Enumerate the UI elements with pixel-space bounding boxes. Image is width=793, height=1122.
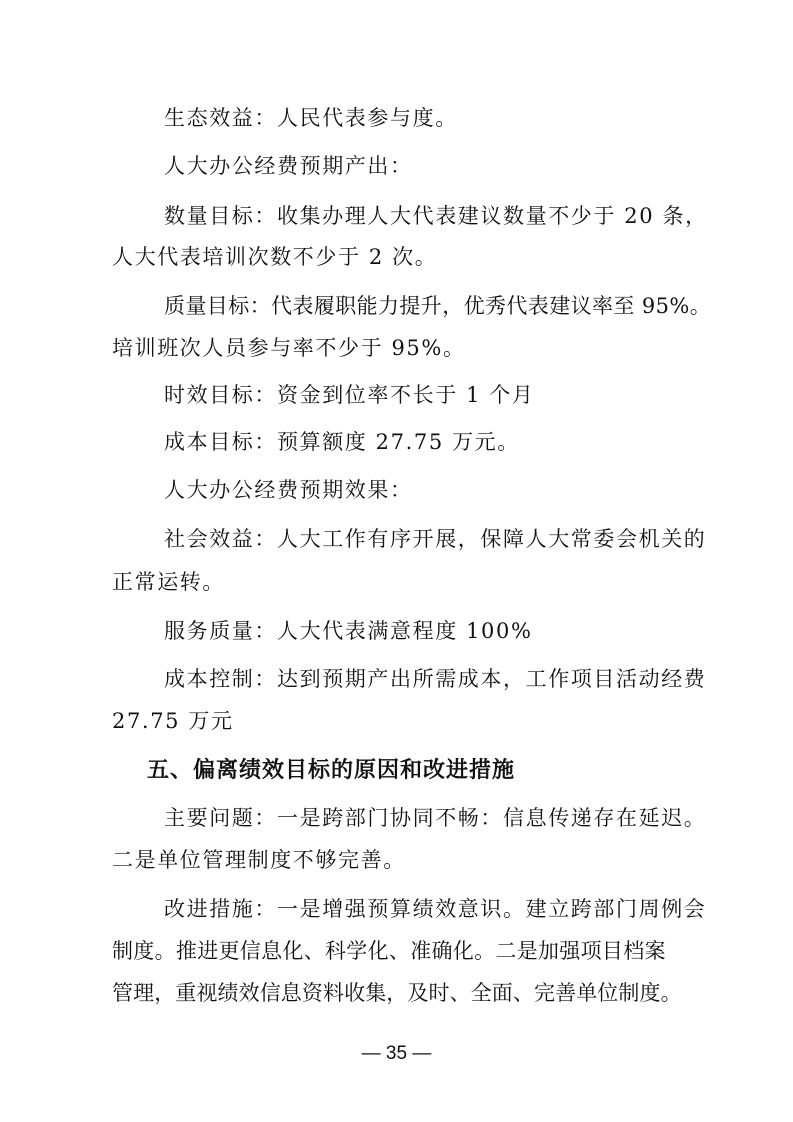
section-heading: 五、偏离绩效目标的原因和改进措施 xyxy=(147,758,516,783)
body-paragraph-line: 27.75 万元 xyxy=(112,709,234,733)
body-paragraph-line: 人大代表培训次数不少于 2 次。 xyxy=(112,245,438,269)
body-paragraph-line: 时效目标：资金到位率不长于 1 个月 xyxy=(164,383,535,407)
body-paragraph-line: 服务质量：人大代表满意程度 100% xyxy=(164,619,533,643)
body-paragraph-line: 成本目标：预算额度 27.75 万元。 xyxy=(164,430,520,454)
body-paragraph-line: 改进措施：一是增强预算绩效意识。建立跨部门周例会 xyxy=(164,897,707,921)
body-paragraph-line: 成本控制：达到预期产出所需成本，工作项目活动经费 xyxy=(164,667,707,691)
body-paragraph-line: 管理，重视绩效信息资料收集，及时、全面、完善单位制度。 xyxy=(112,981,682,1005)
body-paragraph-line: 二是单位管理制度不够完善。 xyxy=(112,848,406,872)
body-paragraph-line: 主要问题：一是跨部门协同不畅：信息传递存在延迟。 xyxy=(164,806,707,830)
body-paragraph-line: 数量目标：收集办理人大代表建议数量不少于 20 条， xyxy=(164,204,708,228)
body-paragraph-line: 制度。推进更信息化、科学化、准确化。二是加强项目档案 xyxy=(112,939,666,963)
body-paragraph-line: 正常运转。 xyxy=(112,570,225,594)
page-number: — 35 — xyxy=(361,1043,432,1064)
body-paragraph-line: 培训班次人员参与率不少于 95%。 xyxy=(112,336,466,360)
body-paragraph-line: 质量目标：代表履职能力提升，优秀代表建议率至 95%。 xyxy=(164,294,712,318)
body-paragraph-line: 人大办公经费预期产出： xyxy=(164,154,413,178)
body-paragraph-line: 社会效益：人大工作有序开展，保障人大常委会机关的 xyxy=(164,527,707,551)
body-paragraph-line: 人大办公经费预期效果： xyxy=(164,478,413,502)
body-paragraph-line: 生态效益：人民代表参与度。 xyxy=(164,106,458,130)
